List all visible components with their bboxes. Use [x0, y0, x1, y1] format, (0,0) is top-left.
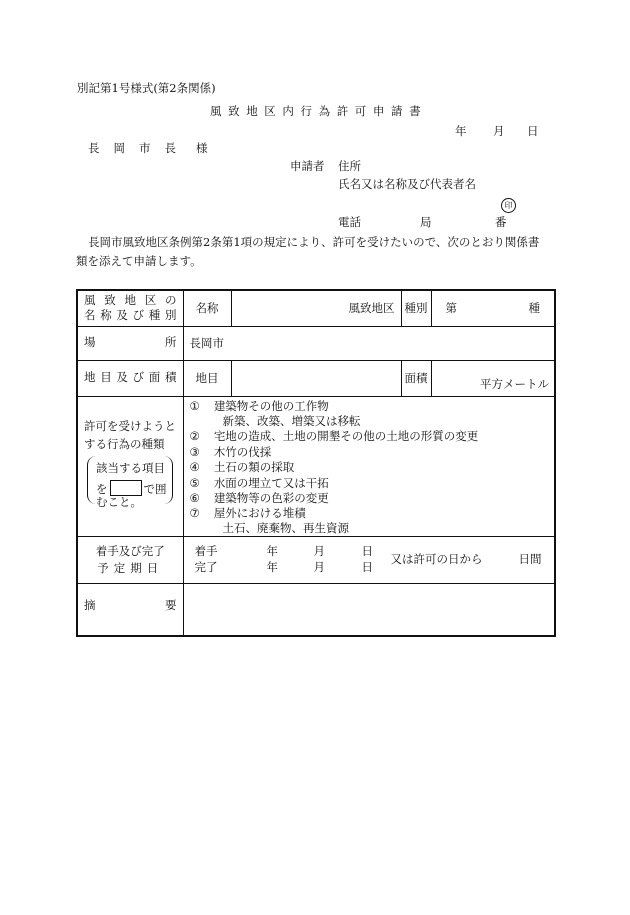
district-type-prefix: 第 [445, 301, 457, 316]
location-field[interactable] [183, 326, 555, 360]
district-type-label: 種別 [401, 290, 431, 326]
note-line1: 該当する項目 [96, 460, 165, 475]
page-title: 風致地区内行為許可申請書 [210, 104, 428, 118]
applicant-name-label: 氏名又は名称及び代表者名 [338, 177, 476, 191]
option-1-detail: 新築、改築、増築又は移転 [222, 413, 361, 428]
remarks-field[interactable] [183, 583, 555, 636]
option-7-detail: 土石、廃棄物、再生資源 [222, 520, 349, 535]
phone-exchange-label: 局 [420, 215, 432, 229]
start-year: 年 [266, 543, 278, 558]
row-land [77, 360, 555, 396]
row-remarks [77, 583, 555, 636]
note-circle-box [110, 480, 142, 496]
activity-options-cell [183, 396, 555, 536]
start-label: 着手 [194, 543, 218, 558]
phone-label: 電話 [338, 215, 361, 229]
application-form-table [76, 289, 556, 637]
land-category-label: 地目 [183, 360, 231, 396]
body-text-line1: 長岡市風致地区条例第2条第1項の規定により、許可を受けたいので、次のとおり関係書 [88, 235, 540, 249]
remarks-label: 摘 要 [84, 597, 177, 612]
location-label: 場 所 [84, 335, 177, 350]
addressee-name: 長岡市長 [88, 141, 190, 155]
option-4[interactable]: ④ 土石の類の採取 [189, 459, 295, 474]
schedule-label-cell [77, 536, 183, 583]
body-text-line2: 類を添えて申請します。 [76, 254, 202, 268]
row-activity [77, 396, 555, 536]
land-label-cell [77, 360, 183, 396]
end-day: 日 [361, 559, 373, 574]
district-name-label: 名称 [183, 290, 231, 326]
schedule-label-line2: 予定期日 [97, 560, 164, 575]
addressee-honorific: 様 [196, 141, 208, 155]
start-day: 日 [361, 543, 373, 558]
district-name-field[interactable] [231, 290, 401, 326]
row-schedule [77, 536, 555, 583]
seal-mark: 印 [501, 198, 516, 213]
land-area-label: 地 目 及 び 面 積 [84, 370, 177, 385]
end-month: 月 [313, 559, 325, 574]
schedule-label-line1: 着手及び完了 [95, 543, 165, 558]
end-year: 年 [266, 559, 278, 574]
phone-number-label: 番 [495, 215, 507, 229]
district-suffix: 風致地区 [348, 301, 395, 316]
district-label-cell [77, 290, 183, 326]
district-label-line1: 風 致 地 区 の [84, 292, 177, 307]
row-district [77, 290, 555, 326]
permit-text: 又は許可の日から [390, 551, 483, 566]
date-year: 年 [455, 124, 467, 138]
end-label: 完了 [194, 559, 218, 574]
option-7[interactable]: ⑦ 屋外における堆積 [189, 505, 306, 520]
option-2[interactable]: ② 宅地の造成、土地の開墾その他の土地の形質の変更 [189, 428, 479, 443]
location-value: 長岡市 [189, 336, 224, 350]
land-category-field[interactable] [231, 360, 401, 396]
note-line3: むこと。 [96, 494, 142, 509]
district-type-field[interactable] [431, 290, 555, 326]
activity-label-line1: 許可を受けようと [84, 418, 176, 433]
schedule-field[interactable] [183, 536, 555, 583]
option-1[interactable]: ① 建築物その他の工作物 [189, 398, 329, 413]
remarks-label-cell [77, 583, 183, 636]
date-day: 日 [527, 124, 539, 138]
days-label: 日間 [518, 551, 542, 566]
district-type-suffix: 種 [528, 301, 540, 316]
activity-label-cell [77, 396, 183, 536]
row-location [77, 326, 555, 360]
option-6[interactable]: ⑥ 建築物等の色彩の変更 [189, 490, 329, 505]
area-label: 面積 [401, 360, 431, 396]
form-number: 別記第1号様式(第2条関係) [77, 81, 216, 95]
district-label-line2: 名 称 及 び 種 別 [84, 308, 177, 323]
area-field[interactable] [431, 360, 555, 396]
location-label-cell [77, 326, 183, 360]
activity-label-line2: する行為の種類 [84, 436, 165, 451]
applicant-label: 申請者 [290, 159, 325, 173]
applicant-address-label: 住所 [338, 159, 361, 173]
date-month: 月 [493, 124, 505, 138]
start-month: 月 [313, 543, 325, 558]
note-line2: を で囲 [96, 481, 167, 496]
option-3[interactable]: ③ 木竹の伐採 [189, 444, 272, 459]
area-unit: 平方メートル [480, 376, 549, 391]
option-5[interactable]: ⑤ 水面の埋立て又は干拓 [189, 475, 329, 490]
